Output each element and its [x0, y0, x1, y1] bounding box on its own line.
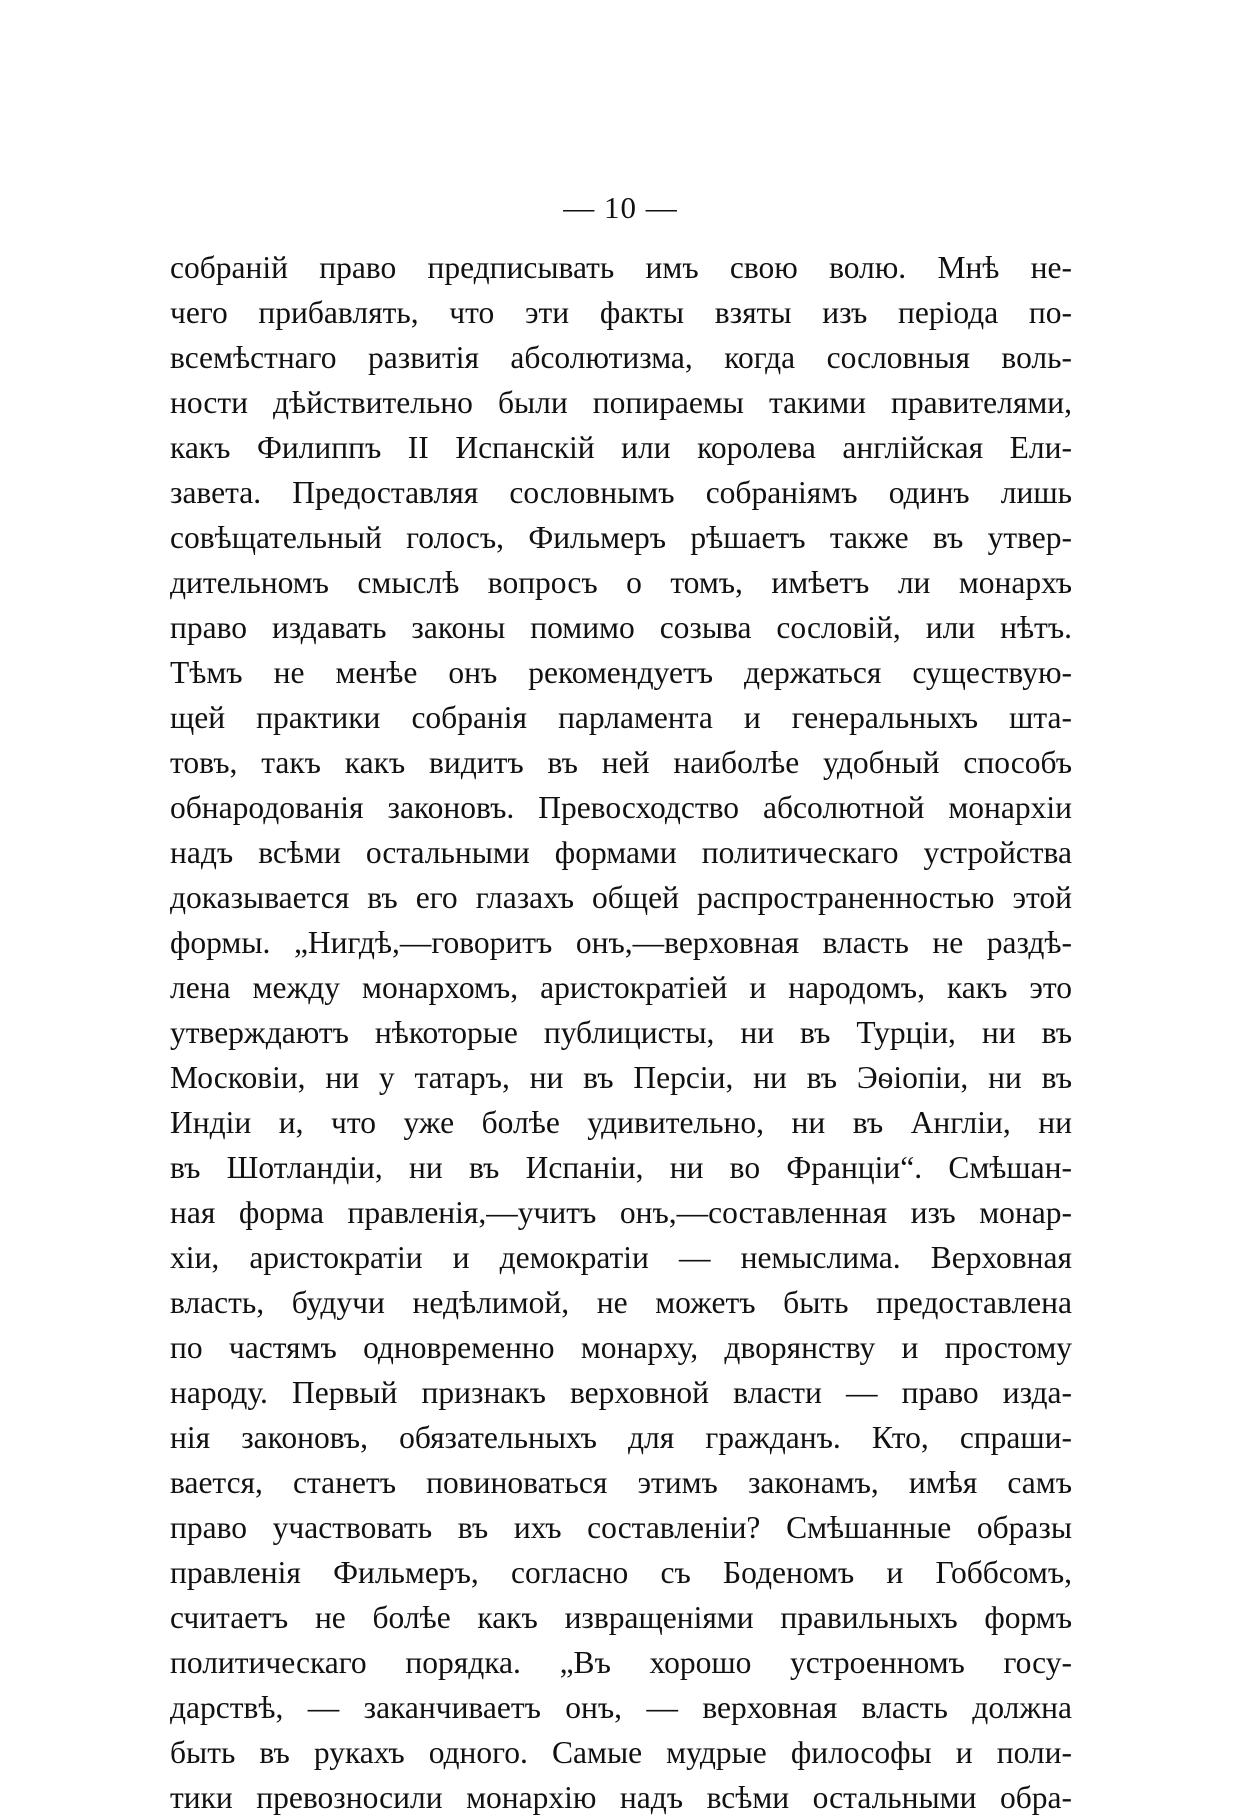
text-line: народу. Первый признакъ верховной власти — право изда- — [170, 1375, 1072, 1410]
text-line: право участвовать въ ихъ составленіи? Смѣшанные образы — [170, 1510, 1072, 1545]
text-line: чего прибавлять, что эти факты взяты изъ періода по- — [170, 295, 1072, 330]
text-line: быть въ рукахъ одного. Самые мудрые философы и поли- — [170, 1735, 1072, 1770]
text-line: въ Шотландіи, ни въ Испаніи, ни во Франціи“. Смѣшан- — [170, 1150, 1072, 1185]
page-number: — 10 — — [563, 190, 678, 225]
text-line: по частямъ одновременно монарху, дворянству и простому — [170, 1330, 1072, 1365]
text-line: собраній право предписывать имъ свою волю. Мнѣ не- — [170, 250, 1072, 285]
text-line: формы. „Нигдѣ,—говоритъ онъ,—верховная власть не раздѣ- — [170, 925, 1072, 960]
text-line: лена между монархомъ, аристократіей и народомъ, какъ это — [170, 970, 1072, 1005]
text-line: завета. Предоставляя сословнымъ собраніямъ одинъ лишь — [170, 475, 1072, 510]
text-line: ности дѣйствительно были попираемы такими правителями, — [170, 385, 1072, 420]
text-line: вается, станетъ повиноваться этимъ законамъ, имѣя самъ — [170, 1465, 1072, 1500]
text-line: Тѣмъ не менѣе онъ рекомендуетъ держаться существую- — [170, 655, 1072, 690]
text-line: политическаго порядка. „Въ хорошо устроенномъ госу- — [170, 1645, 1072, 1680]
text-line: надъ всѣми остальными формами политическаго устройства — [170, 835, 1072, 870]
text-line: Индіи и, что уже болѣе удивительно, ни въ Англіи, ни — [170, 1105, 1072, 1140]
text-line: всемѣстнаго развитія абсолютизма, когда сословныя воль- — [170, 340, 1072, 375]
text-line: Московіи, ни у татаръ, ни въ Персіи, ни въ Эѳіопіи, ни въ — [170, 1060, 1072, 1095]
text-line: обнародованія законовъ. Превосходство абсолютной монархіи — [170, 790, 1072, 825]
text-line: тики превозносили монархію надъ всѣми остальными обра- — [170, 1780, 1072, 1815]
text-line: считаетъ не болѣе какъ извращеніями правильныхъ формъ — [170, 1600, 1072, 1635]
text-line: правленія Фильмеръ, согласно съ Боденомъ и Гоббсомъ, — [170, 1555, 1072, 1590]
text-line: нія законовъ, обязательныхъ для гражданъ. Кто, спраши- — [170, 1420, 1072, 1455]
text-line: дарствѣ, — заканчиваетъ онъ, — верховная власть должна — [170, 1690, 1072, 1725]
text-line: доказывается въ его глазахъ общей распространенностью этой — [170, 880, 1072, 915]
text-line: ная форма правленія,—учитъ онъ,—составленная изъ монар- — [170, 1195, 1072, 1230]
text-line: утверждаютъ нѣкоторые публицисты, ни въ Турціи, ни въ — [170, 1015, 1072, 1050]
text-line: щей практики собранія парламента и генеральныхъ шта- — [170, 700, 1072, 735]
text-line: хіи, аристократіи и демократіи — немыслима. Верховная — [170, 1240, 1072, 1275]
text-line: совѣщательный голосъ, Фильмеръ рѣшаетъ также въ утвер- — [170, 520, 1072, 555]
text-line: дительномъ смыслѣ вопросъ о томъ, имѣетъ ли монархъ — [170, 565, 1072, 600]
text-line: какъ Филиппъ II Испанскій или королева англійская Ели- — [170, 430, 1072, 465]
body-text — [170, 245, 1072, 1820]
text-line: право издавать законы помимо созыва сословій, или нѣтъ. — [170, 610, 1072, 645]
text-line: власть, будучи недѣлимой, не можетъ быть предоставлена — [170, 1285, 1072, 1320]
text-line: товъ, такъ какъ видитъ въ ней наиболѣе удобный способъ — [170, 745, 1072, 780]
